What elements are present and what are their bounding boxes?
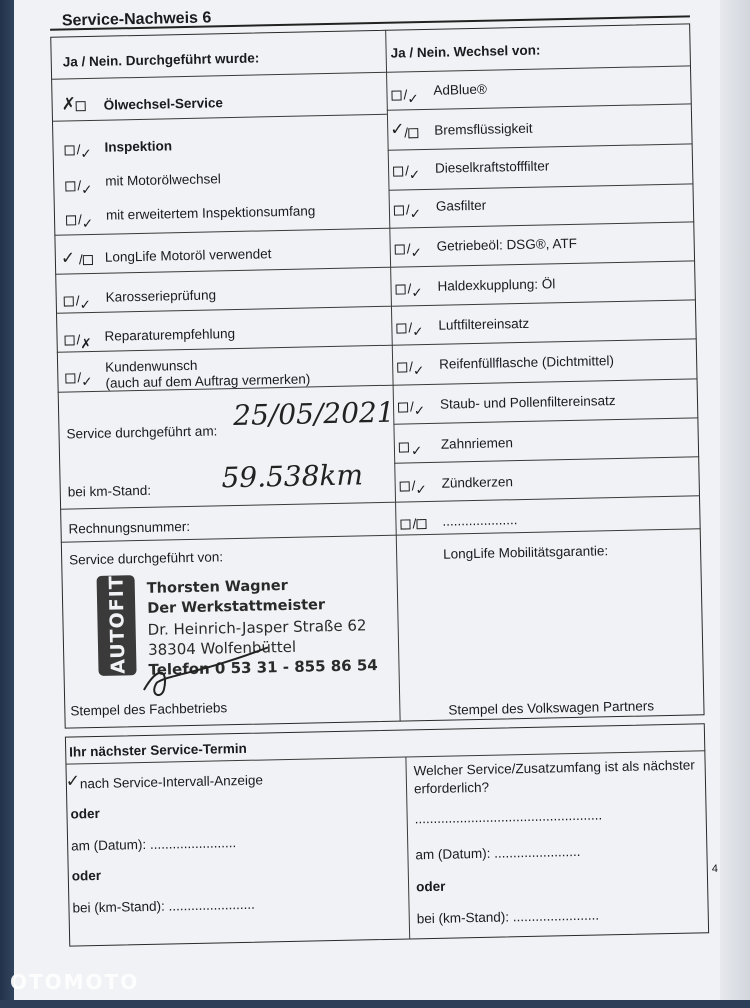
customer-request-label: Kundenwunsch (105, 357, 198, 375)
customer-request-checkbox[interactable]: /✓ (65, 370, 91, 387)
extended-inspection-checkbox[interactable]: /✓ (66, 212, 92, 229)
adblue-label: AdBlue® (433, 81, 488, 98)
diesel-filter-label: Dieselkraftstofffilter (434, 158, 550, 176)
check-yes-icon: ✓ (65, 771, 81, 792)
inspection-checkbox[interactable]: /✓ (64, 142, 90, 159)
inspection-label: Inspektion (104, 138, 173, 155)
invoice-label: Rechnungsnummer: (68, 518, 191, 537)
km-label: bei km-Stand: (67, 482, 152, 500)
check-yes-icon: ✓ (60, 248, 76, 269)
stamp-role: Der Werkstattmeister (147, 597, 326, 617)
repair-checkbox[interactable]: /✗ (64, 332, 90, 349)
service-date-label: Service durchgeführt am: (66, 423, 218, 442)
or-label: oder (71, 867, 102, 884)
performed-by-label: Service durchgeführt von: (69, 549, 224, 568)
check-yes-icon: ✗ (61, 94, 77, 115)
signature-icon (138, 642, 279, 705)
gas-filter-label: Gasfilter (435, 197, 487, 214)
gear-oil-label: Getriebeöl: DSG®, ATF (436, 235, 578, 254)
vw-stamp-label: Stempel des Volkswagen Partners (448, 698, 655, 718)
tyre-sealant-checkbox[interactable]: /✓ (397, 359, 423, 376)
longlife-label: LongLife Motoröl verwendet (104, 246, 272, 265)
pollen-filter-checkbox[interactable]: /✓ (398, 399, 424, 416)
next-service-question: Welcher Service/Zusatzumfang ist als nächster (413, 757, 695, 779)
next-service-dots[interactable]: .................................................. (414, 807, 603, 827)
autofit-logo: AUTOFIT (97, 575, 137, 676)
gas-filter-checkbox[interactable]: /✓ (394, 202, 420, 219)
customer-request-note: (auch auf dem Auftrag vermerken) (105, 371, 311, 391)
oil-change-checkbox[interactable]: /✓ (65, 178, 91, 195)
stamp-phone: Telefon 0 53 31 - 855 86 54 (148, 656, 378, 679)
spark-plugs-label: Zündkerzen (441, 474, 514, 491)
spark-plugs-checkbox[interactable]: /✓ (400, 478, 426, 495)
blank-checkbox[interactable]: / (400, 516, 428, 533)
air-filter-label: Luftfiltereinsatz (438, 315, 530, 333)
oil-service-label: Ölwechsel-Service (103, 95, 224, 113)
oil-change-label: mit Motorölwechsel (105, 171, 221, 189)
service-date-handwritten: 25/05/2021 (232, 395, 395, 433)
tyre-sealant-label: Reifenfüllflasche (Dichtmittel) (439, 353, 615, 372)
longlife-guarantee-label: LongLife Mobilitätsgarantie: (442, 543, 609, 562)
or-label: oder (70, 805, 100, 822)
haldex-checkbox[interactable]: /✓ (395, 281, 421, 298)
km-handwritten: 59.538km (221, 458, 364, 495)
haldex-label: Haldexkupplung: Öl (437, 276, 556, 294)
body-check-checkbox[interactable]: /✓ (64, 293, 90, 310)
stamp-street: Dr. Heinrich-Jasper Straße 62 (147, 616, 367, 639)
next-km-field[interactable]: bei (km-Stand): ....................... (72, 896, 255, 916)
stamp-name: Thorsten Wagner (146, 577, 288, 597)
page-title: Service-Nachweis 6 (61, 9, 212, 30)
right-date-field[interactable]: am (Datum): ....................... (415, 843, 581, 863)
body-check-label: Karosserieprüfung (105, 287, 217, 305)
next-service-heading: Ihr nächster Service-Termin (69, 740, 247, 760)
next-service-question-2: erforderlich? (413, 779, 490, 797)
timing-belt-label: Zahnriemen (440, 435, 514, 452)
next-date-field[interactable]: am (Datum): ....................... (71, 835, 237, 854)
longlife-checkbox[interactable]: / (79, 252, 95, 268)
stamp-city: 38304 Wolfenbüttel (147, 637, 297, 659)
interval-option[interactable]: nach Service-Intervall-Anzeige (79, 772, 264, 792)
brake-fluid-checkbox[interactable]: / (404, 125, 420, 141)
right-km-field[interactable]: bei (km-Stand): ....................... (416, 907, 600, 927)
air-filter-checkbox[interactable]: /✓ (396, 320, 422, 337)
repair-label: Reparaturempfehlung (104, 326, 236, 344)
gear-oil-checkbox[interactable]: /✓ (395, 241, 421, 258)
pollen-filter-label: Staub- und Pollenfiltereinsatz (439, 393, 616, 412)
or-label: oder (415, 878, 446, 895)
timing-belt-checkbox[interactable]: ✓ (399, 439, 421, 455)
blank-field: .................... (442, 512, 518, 529)
stamp-label: Stempel des Fachbetriebs (70, 700, 228, 719)
left-heading: Ja / Nein. Durchgeführt wurde: (62, 50, 260, 70)
right-heading: Ja / Nein. Wechsel von: (390, 42, 541, 61)
otomoto-watermark: OTOMOTO (10, 970, 140, 994)
diesel-filter-checkbox[interactable]: /✓ (393, 163, 419, 180)
extended-inspection-label: mit erweitertem Inspektionsumfang (105, 203, 316, 223)
page-number: 4 (711, 863, 719, 876)
oil-service-checkbox[interactable] (64, 98, 88, 114)
adblue-checkbox[interactable]: /✓ (391, 87, 417, 104)
check-yes-icon: ✓ (390, 119, 405, 140)
brake-fluid-label: Bremsflüssigkeit (434, 120, 533, 138)
